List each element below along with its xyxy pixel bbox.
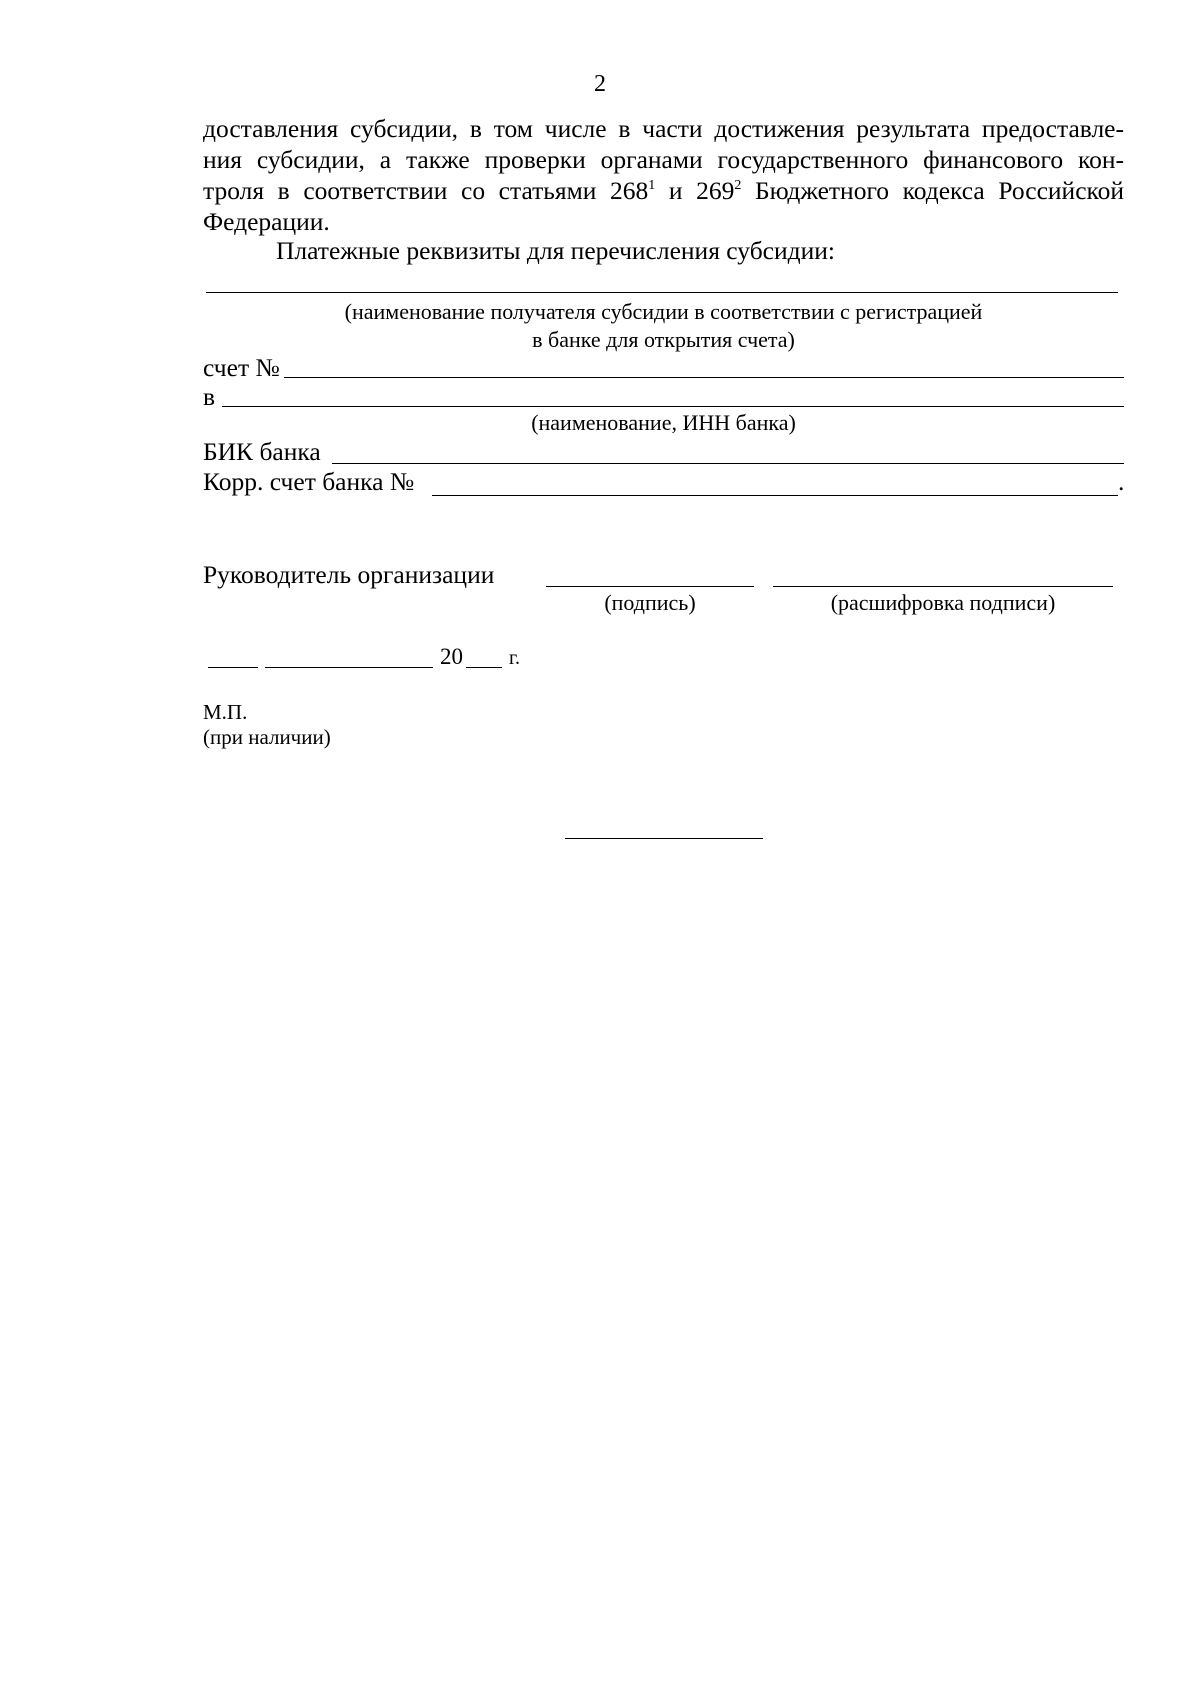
paragraph-line-3-text-a: троля в соответствии со статьями 268 — [203, 176, 649, 205]
seal-note: (при наличии) — [203, 725, 331, 749]
recipient-caption-line-1: (наименование получателя субсидии в соответствии с регистрацией — [344, 299, 983, 324]
date-day-field[interactable] — [208, 667, 258, 668]
paragraph-line-3-text-b: и 269 — [655, 176, 735, 205]
signature-field[interactable] — [546, 586, 754, 587]
paragraph-line-4: Федерации. — [203, 207, 330, 236]
date-year-field[interactable] — [466, 667, 502, 668]
bik-label: БИК банка — [203, 437, 321, 466]
recipient-caption-line-2: в банке для открытия счета) — [532, 327, 795, 352]
paragraph-line-1: доставления субсидии, в том числе в части достижения результата предоставле- — [203, 114, 1124, 143]
recipient-name-field[interactable] — [206, 292, 1118, 293]
recipient-caption — [203, 298, 1124, 354]
date-month-field[interactable] — [265, 667, 433, 668]
date-year-prefix: 20 — [440, 644, 463, 669]
page-number: 2 — [594, 71, 606, 97]
bank-caption: (наименование, ИНН банка) — [531, 410, 796, 435]
head-label: Руководитель организации — [203, 560, 495, 589]
bank-field[interactable] — [222, 406, 1124, 407]
superscript-1: 1 — [648, 178, 656, 193]
superscript-2: 2 — [734, 178, 742, 193]
paragraph-line-2: ния субсидии, а также проверки органами государственного финансового кон- — [203, 145, 1124, 174]
corr-account-end: . — [1118, 467, 1125, 496]
bik-field[interactable] — [332, 463, 1124, 464]
corr-account-label: Корр. счет банка № — [203, 467, 415, 496]
account-label: счет № — [203, 353, 280, 382]
closing-divider — [565, 838, 763, 839]
account-field[interactable] — [284, 377, 1124, 378]
bank-prefix: в — [203, 382, 216, 411]
payment-heading: Платежные реквизиты для перечисления субсидии: — [276, 236, 835, 265]
date-suffix: г. — [509, 647, 520, 669]
signature-caption: (подпись) — [604, 590, 696, 615]
signature-decoding-caption: (расшифровка подписи) — [830, 590, 1056, 615]
signature-decoding-field[interactable] — [773, 586, 1113, 587]
body-paragraph — [203, 113, 1124, 237]
paragraph-line-3-text-c: Бюджетного кодекса Российской — [741, 176, 1125, 205]
paragraph-line-3 — [203, 175, 1124, 206]
seal-label: М.П. — [203, 700, 248, 724]
corr-account-field[interactable] — [432, 495, 1118, 496]
